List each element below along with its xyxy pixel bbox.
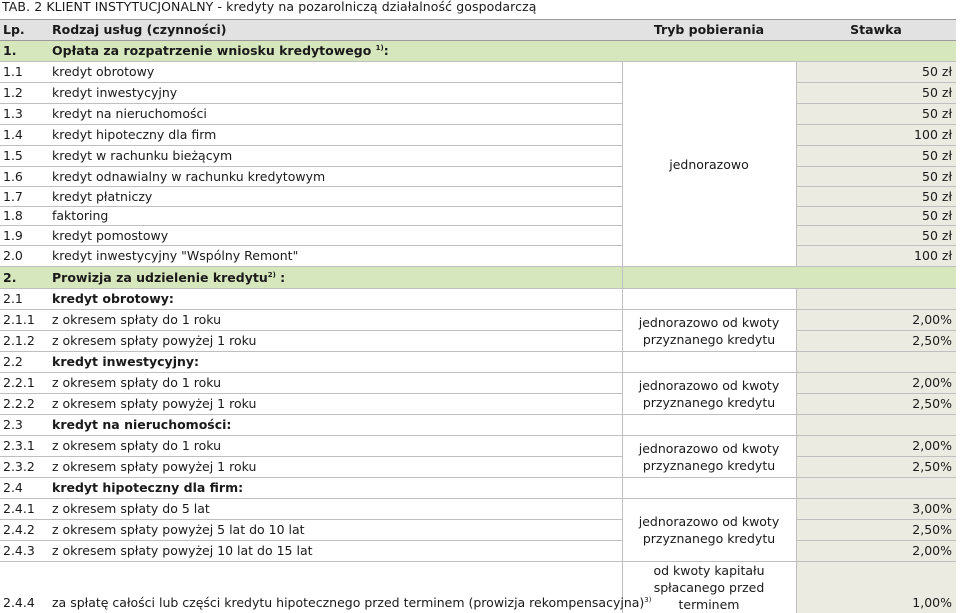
row-fee: 50 zł (796, 62, 956, 83)
row-fee: 50 zł (796, 146, 956, 167)
row-fee: 1,00% (796, 562, 956, 613)
group-fee-cell (796, 415, 956, 436)
section-1-mode: jednorazowo (622, 62, 796, 267)
table-row (0, 187, 956, 207)
group-row (0, 415, 956, 436)
header-lp: Lp. (0, 20, 52, 41)
group-fee-cell (796, 289, 956, 310)
row-fee: 2,00% (796, 436, 956, 457)
row-fee: 2,50% (796, 457, 956, 478)
row-fee: 100 zł (796, 246, 956, 267)
row-fee: 2,50% (796, 394, 956, 415)
row-lp: 2.4.3 (0, 541, 52, 562)
group-lp: 2.2 (0, 352, 52, 373)
table-row (0, 83, 956, 104)
table-row (0, 436, 956, 457)
row-fee: 50 zł (796, 226, 956, 246)
header-rate: Stawka (796, 20, 956, 41)
row-description: z okresem spłaty powyżej 5 lat do 10 lat (52, 520, 622, 541)
row-description: kredyt płatniczy (52, 187, 622, 207)
section-1-lp: 1. (0, 41, 52, 62)
row-fee: 2,00% (796, 310, 956, 331)
group-fee-cell (796, 478, 956, 499)
header-row (0, 20, 956, 41)
row-fee: 100 zł (796, 125, 956, 146)
row-description: kredyt w rachunku bieżącym (52, 146, 622, 167)
table-row (0, 310, 956, 331)
table-row (0, 373, 956, 394)
group-mode-cell (622, 352, 796, 373)
group-mode: jednorazowo od kwoty przyznanego kredytu (622, 499, 796, 562)
section-1-label: Opłata za rozpatrzenie wniosku kredytowego $^{1)}$: (52, 41, 956, 62)
row-description: kredyt inwestycyjny (52, 83, 622, 104)
row-fee: 2,00% (796, 541, 956, 562)
row-lp: 1.4 (0, 125, 52, 146)
table-row (0, 207, 956, 226)
row-lp: 1.5 (0, 146, 52, 167)
group-label: kredyt obrotowy: (52, 289, 622, 310)
row-description: kredyt odnawialny w rachunku kredytowym (52, 167, 622, 187)
row-fee: 3,00% (796, 499, 956, 520)
section-2-lp: 2. (0, 267, 52, 289)
table-row (0, 246, 956, 267)
row-lp: 1.7 (0, 187, 52, 207)
table-row (0, 146, 956, 167)
row-lp: 1.8 (0, 207, 52, 226)
row-description: z okresem spłaty do 1 roku (52, 310, 622, 331)
table-row (0, 104, 956, 125)
row-description: z okresem spłaty powyżej 10 lat do 15 lat (52, 541, 622, 562)
table-row (0, 167, 956, 187)
footnote-marker: 3) (644, 596, 651, 604)
group-row (0, 352, 956, 373)
row-lp: 2.0 (0, 246, 52, 267)
row-lp: 1.2 (0, 83, 52, 104)
group-mode: jednorazowo od kwoty przyznanego kredytu (622, 373, 796, 415)
group-mode-cell (622, 415, 796, 436)
header-service: Rodzaj usług (czynności) (52, 20, 622, 41)
row-description: faktoring (52, 207, 622, 226)
table-row (0, 457, 956, 478)
section-2-row (0, 267, 956, 289)
row-lp: 2.4.4 (0, 562, 52, 613)
row-fee: 50 zł (796, 104, 956, 125)
table-row (0, 226, 956, 246)
group-lp: 2.4 (0, 478, 52, 499)
header-mode: Tryb pobierania (622, 20, 796, 41)
prepayment-row (0, 562, 956, 613)
row-lp: 1.3 (0, 104, 52, 125)
row-lp: 2.1.1 (0, 310, 52, 331)
group-label: kredyt na nieruchomości: (52, 415, 622, 436)
row-lp: 2.4.2 (0, 520, 52, 541)
fee-table (0, 19, 956, 613)
row-fee: 50 zł (796, 167, 956, 187)
row-lp: 2.3.2 (0, 457, 52, 478)
section-2-label: Prowizja za udzielenie kredytu$^{2)}$ : (52, 267, 622, 289)
row-description: kredyt obrotowy (52, 62, 622, 83)
row-description: kredyt pomostowy (52, 226, 622, 246)
group-mode: jednorazowo od kwoty przyznanego kredytu (622, 310, 796, 352)
table-row (0, 62, 956, 83)
section-2-fee-cell (796, 267, 956, 289)
group-label: kredyt hipoteczny dla firm: (52, 478, 622, 499)
row-lp: 2.1.2 (0, 331, 52, 352)
row-lp: 2.2.1 (0, 373, 52, 394)
group-mode-cell (622, 289, 796, 310)
row-description: z okresem spłaty powyżej 1 roku (52, 394, 622, 415)
row-description: z okresem spłaty powyżej 1 roku (52, 331, 622, 352)
table-row (0, 499, 956, 520)
row-description: kredyt inwestycyjny "Wspólny Remont" (52, 246, 622, 267)
group-row (0, 478, 956, 499)
row-fee: 50 zł (796, 83, 956, 104)
section-1-row (0, 41, 956, 62)
row-lp: 1.9 (0, 226, 52, 246)
row-fee: 50 zł (796, 207, 956, 226)
group-lp: 2.3 (0, 415, 52, 436)
prepayment-description: za spłatę całości lub części kredytu hipotecznego przed terminem (prowizja rekompensacyjna)$^{3)}$ (52, 562, 622, 613)
table-row (0, 125, 956, 146)
prepayment-mode: od kwoty kapitału spłacanego przed terminem (622, 562, 796, 613)
row-description: z okresem spłaty do 1 roku (52, 373, 622, 394)
row-lp: 1.6 (0, 167, 52, 187)
group-mode-cell (622, 478, 796, 499)
table-row (0, 520, 956, 541)
table-row (0, 331, 956, 352)
row-description: z okresem spłaty do 5 lat (52, 499, 622, 520)
row-fee: 2,50% (796, 520, 956, 541)
row-fee: 50 zł (796, 187, 956, 207)
table-row (0, 394, 956, 415)
group-fee-cell (796, 352, 956, 373)
row-description: z okresem spłaty powyżej 1 roku (52, 457, 622, 478)
row-fee: 2,00% (796, 373, 956, 394)
group-row (0, 289, 956, 310)
row-description: kredyt hipoteczny dla firm (52, 125, 622, 146)
row-description: z okresem spłaty do 1 roku (52, 436, 622, 457)
section-2-mode-cell (622, 267, 796, 289)
row-description: kredyt na nieruchomości (52, 104, 622, 125)
table-title: TAB. 2 KLIENT INSTYTUCJONALNY - kredyty na pozarolniczą działalność gospodarczą (2, 0, 537, 16)
group-label: kredyt inwestycyjny: (52, 352, 622, 373)
row-lp: 2.3.1 (0, 436, 52, 457)
row-lp: 1.1 (0, 62, 52, 83)
group-mode: jednorazowo od kwoty przyznanego kredytu (622, 436, 796, 478)
row-lp: 2.2.2 (0, 394, 52, 415)
table-row (0, 541, 956, 562)
row-lp: 2.4.1 (0, 499, 52, 520)
row-fee: 2,50% (796, 331, 956, 352)
group-lp: 2.1 (0, 289, 52, 310)
